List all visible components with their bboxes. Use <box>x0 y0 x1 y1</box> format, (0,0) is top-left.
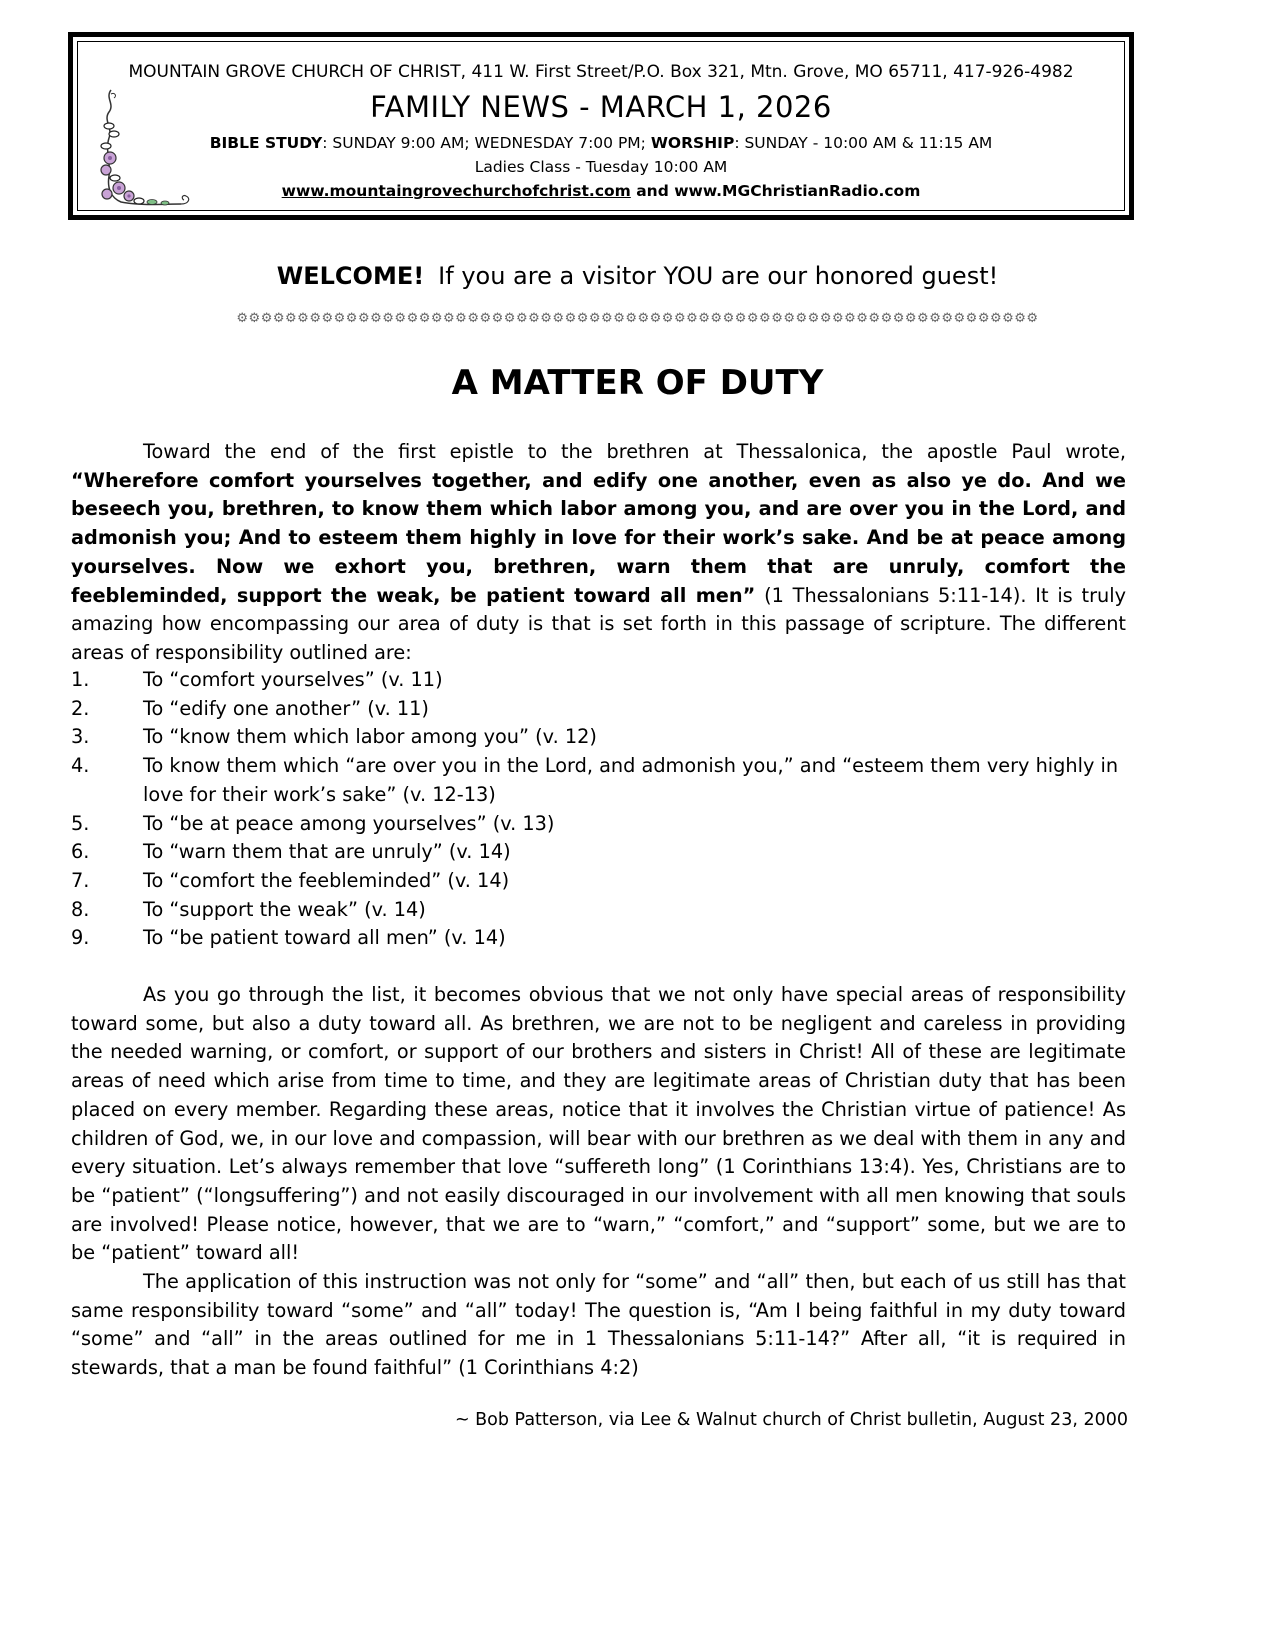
worship-label: WORSHIP <box>650 134 735 152</box>
church-address: MOUNTAIN GROVE CHURCH OF CHRIST, 411 W. First Street/P.O. Box 321, Mtn. Grove, MO 65711, 417-926-4982 <box>128 62 1074 82</box>
list-number: 8. <box>71 897 90 921</box>
bible-study-label: BIBLE STUDY <box>209 134 323 152</box>
welcome-bold: WELCOME! <box>276 262 425 290</box>
list-text: To “be patient toward all men” (v. 14) <box>143 926 506 950</box>
article-paragraph-3: The application of this instruction was not only for “some” and “all” then, but each of us still has that same responsibility toward “some” and “all” today! The question is, “Am I being faithful in my duty toward “some” and “all” in the areas outlined for me in 1 Thessalonians 5:11-14?” After all, “it is required in stewards, that a man be found faithful” (1 Corinthians 4:2) <box>71 1270 1126 1380</box>
article-body <box>71 981 1126 1383</box>
list-text: To “comfort yourselves” (v. 11) <box>143 668 443 691</box>
p1-scripture-quote: “Wherefore comfort yourselves together, and edify one another, even as also ye do. And we beseech you, brethren, to know them which labor among you, and are over you in the Lord, and admonish you; And to esteem them highly in love for their work’s sake. And be at peace among yourselves. Now we exhort you, brethren, warn them that are unruly, comfort the feebleminded, support the weak, be patient toward all men” <box>71 468 1126 607</box>
list-item <box>71 666 1126 695</box>
ladies-class-time: Ladies Class - Tuesday 10:00 AM <box>474 158 728 176</box>
article-paragraph-1 <box>71 438 1126 668</box>
list-text: To “edify one another” (v. 11) <box>143 696 429 720</box>
bulletin-header <box>68 32 1134 220</box>
website-links <box>78 182 1124 200</box>
list-text: To “support the weak” (v. 14) <box>143 897 426 921</box>
list-text: To “know them which labor among you” (v. 12) <box>143 725 597 749</box>
article-signature: ~ Bob Patterson, via Lee & Walnut church of Christ bulletin, August 23, 2000 <box>454 1410 1128 1430</box>
list-item <box>71 752 1126 809</box>
list-item <box>71 924 1126 953</box>
list-number: 4. <box>71 754 90 778</box>
list-number: 3. <box>71 725 90 749</box>
list-number: 2. <box>71 696 90 720</box>
list-text: To “warn them that are unruly” (v. 14) <box>143 840 511 864</box>
worship-times: : SUNDAY - 10:00 AM & 11:15 AM <box>734 134 993 152</box>
list-number: 7. <box>71 868 90 892</box>
list-text: To know them which “are over you in the Lord, and admonish you,” and “esteem them very highly in love for their work’s sake” (v. 12-13) <box>143 754 1119 806</box>
welcome-text: If you are a visitor YOU are our honored guest! <box>438 262 999 290</box>
p1-intro: Toward the end of the first epistle to the brethren at Thessalonica, the apostle Paul wrote, <box>143 440 1126 463</box>
duty-list <box>71 666 1126 953</box>
website-join-text: and <box>630 182 675 200</box>
list-item <box>71 867 1126 896</box>
service-times <box>78 134 1124 152</box>
list-text: To “comfort the feebleminded” (v. 14) <box>143 868 510 892</box>
list-number: 5. <box>71 811 90 835</box>
list-item <box>71 810 1126 839</box>
list-number: 1. <box>71 668 90 691</box>
list-item <box>71 723 1126 752</box>
header-inner-border <box>77 41 1125 211</box>
article-title: A MATTER OF DUTY <box>451 363 824 403</box>
radio-website-link[interactable]: www.MGChristianRadio.com <box>674 182 921 200</box>
list-number: 9. <box>71 926 90 950</box>
list-number: 6. <box>71 840 90 864</box>
article-paragraph-2: As you go through the list, it becomes obvious that we not only have special areas of responsibility toward some, but also a duty toward all. As brethren, we are not to be negligent and careless in providing the needed warning, or comfort, or support of our brothers and sisters in Christ! All of these are legitimate areas of need which arise from time to time, and they are legitimate areas of Christian duty that has been placed on every member. Regarding these areas, notice that it involves the Christian virtue of patience! As children of God, we, in our love and compassion, will bear with our brethren as we deal with them in any and every situation. Let’s always remember that love “suffereth long” (1 Corinthians 13:4). Yes, Christians are to be “patient” (“longsuffering”) and not easily discouraged in our involvement with all men knowing that souls are involved! Please notice, however, that we are to “warn,” “comfort,” and “support” some, but we are to be “patient” toward all! <box>71 983 1126 1265</box>
flower-ornament-divider: ⚙⚙⚙⚙⚙⚙⚙⚙⚙⚙⚙⚙⚙⚙⚙⚙⚙⚙⚙⚙⚙⚙⚙⚙⚙⚙⚙⚙⚙⚙⚙⚙⚙⚙⚙⚙⚙⚙⚙⚙⚙⚙⚙⚙⚙⚙⚙⚙⚙⚙⚙⚙⚙⚙⚙⚙⚙⚙⚙⚙⚙⚙⚙⚙⚙⚙ <box>236 311 1039 326</box>
list-item <box>71 838 1126 867</box>
bulletin-title: FAMILY NEWS - MARCH 1, 2026 <box>370 90 832 124</box>
list-item <box>71 695 1126 724</box>
bible-study-times: : SUNDAY 9:00 AM; WEDNESDAY 7:00 PM; <box>322 134 651 152</box>
p1-rest: (1 Thessalonians 5:11-14). It is truly amazing how encompassing our area of duty is that is set forth in this passage of scripture. The different areas of responsibility outlined are: <box>71 583 1126 664</box>
welcome-line <box>0 262 1275 290</box>
list-text: To “be at peace among yourselves” (v. 13) <box>143 811 555 835</box>
list-item <box>71 896 1126 925</box>
church-website-link[interactable]: www.mountaingrovechurchofchrist.com <box>281 182 631 200</box>
